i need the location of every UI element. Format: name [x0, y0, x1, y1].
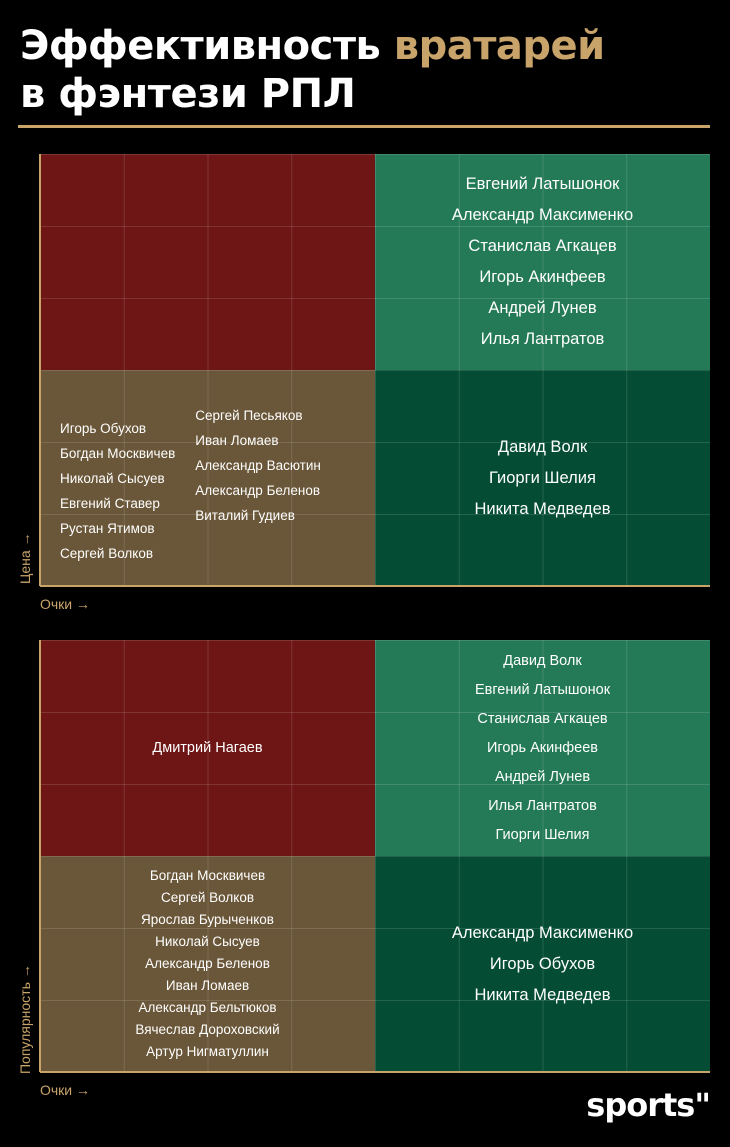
y-axis-label: Популярность →: [17, 964, 33, 1074]
player-name: Игорь Обухов: [489, 954, 596, 973]
player-name: Александр Беленов: [195, 483, 321, 498]
y-axis-label: Цена →: [17, 532, 33, 584]
player-name: Богдан Москвичев: [60, 445, 176, 461]
price-points-chart: [40, 154, 710, 586]
player-name: Вячеслав Дороховский: [135, 1022, 280, 1037]
x-axis-line: [40, 1071, 710, 1073]
x-axis-label: Очки →: [40, 1082, 91, 1098]
player-name: Артур Нигматуллин: [146, 1044, 269, 1059]
player-name: Гиорги Шелия: [495, 826, 590, 843]
quadrant-names: [375, 640, 710, 856]
player-name: Александр Васютин: [195, 458, 321, 473]
player-name: Андрей Лунев: [494, 768, 591, 785]
player-name: Евгений Ставер: [60, 495, 160, 511]
quadrant-top-left: [40, 640, 375, 856]
quadrant-names: [375, 154, 710, 370]
player-name: Илья Лантратов: [480, 330, 605, 348]
title-divider: [18, 125, 710, 128]
quadrant-columns: [60, 370, 321, 586]
quadrant-names: [375, 856, 710, 1072]
name-column: [195, 403, 321, 528]
player-name: Игорь Обухов: [60, 420, 147, 436]
player-name: Виталий Гудиев: [195, 508, 295, 523]
quadrant-bottom-right: [375, 370, 710, 586]
player-name: Николай Сысуев: [60, 470, 165, 486]
title-part1: Эффективность: [20, 23, 394, 69]
player-name: Давид Волк: [497, 437, 588, 456]
player-name: Никита Медведев: [474, 985, 611, 1004]
player-name: Станислав Агкацев: [477, 710, 608, 727]
quadrant-top-left: [40, 154, 375, 370]
player-name: Ярослав Бурыченков: [141, 912, 274, 927]
quadrant-top-right: [375, 154, 710, 370]
y-axis-line: [39, 640, 41, 1072]
player-name: Сергей Песьяков: [195, 408, 303, 423]
quadrant-names: [375, 370, 710, 586]
quadrant-names: [40, 856, 375, 1072]
title-line2: в фэнтези РПЛ: [20, 71, 356, 117]
player-name: Богдан Москвичев: [149, 868, 266, 883]
sports-logo: sports": [586, 1086, 710, 1124]
player-name: Дмитрий Нагаев: [152, 739, 263, 756]
player-name: Станислав Агкацев: [468, 237, 617, 255]
quadrant-top-right: [375, 640, 710, 856]
player-name: Иван Ломаев: [195, 433, 279, 448]
player-name: Александр Беленов: [145, 956, 270, 971]
player-name: Александр Бельтюков: [138, 1000, 277, 1015]
player-name: Рустан Ятимов: [60, 520, 155, 536]
player-name: Александр Максименко: [451, 206, 634, 224]
title-accent: вратарей: [393, 23, 605, 69]
x-axis-line: [40, 585, 710, 587]
y-axis-line: [39, 154, 41, 586]
player-name: Евгений Латышонок: [465, 175, 620, 193]
name-column: [60, 416, 175, 566]
player-name: Давид Волк: [503, 652, 582, 669]
quadrant-names: [40, 640, 375, 856]
page-title: [20, 22, 605, 118]
quadrant-names: [40, 154, 375, 370]
quadrant-bottom-left: [40, 856, 375, 1072]
popularity-points-chart: [40, 640, 710, 1072]
player-name: Сергей Волков: [60, 545, 154, 561]
player-name: Игорь Акинфеев: [479, 268, 606, 286]
quadrant-bottom-right: [375, 856, 710, 1072]
player-name: Никита Медведев: [474, 499, 611, 518]
player-name: Николай Сысуев: [155, 934, 260, 949]
player-name: Андрей Лунев: [488, 299, 597, 317]
player-name: Гиорги Шелия: [489, 468, 596, 487]
quadrant-bottom-left: [40, 370, 375, 586]
player-name: Илья Лантратов: [488, 797, 597, 814]
player-name: Иван Ломаев: [165, 978, 250, 993]
player-name: Александр Максименко: [451, 923, 634, 942]
player-name: Евгений Латышонок: [474, 681, 611, 698]
player-name: Сергей Волков: [160, 890, 255, 905]
player-name: Игорь Акинфеев: [487, 739, 598, 756]
x-axis-label: Очки →: [40, 596, 91, 612]
